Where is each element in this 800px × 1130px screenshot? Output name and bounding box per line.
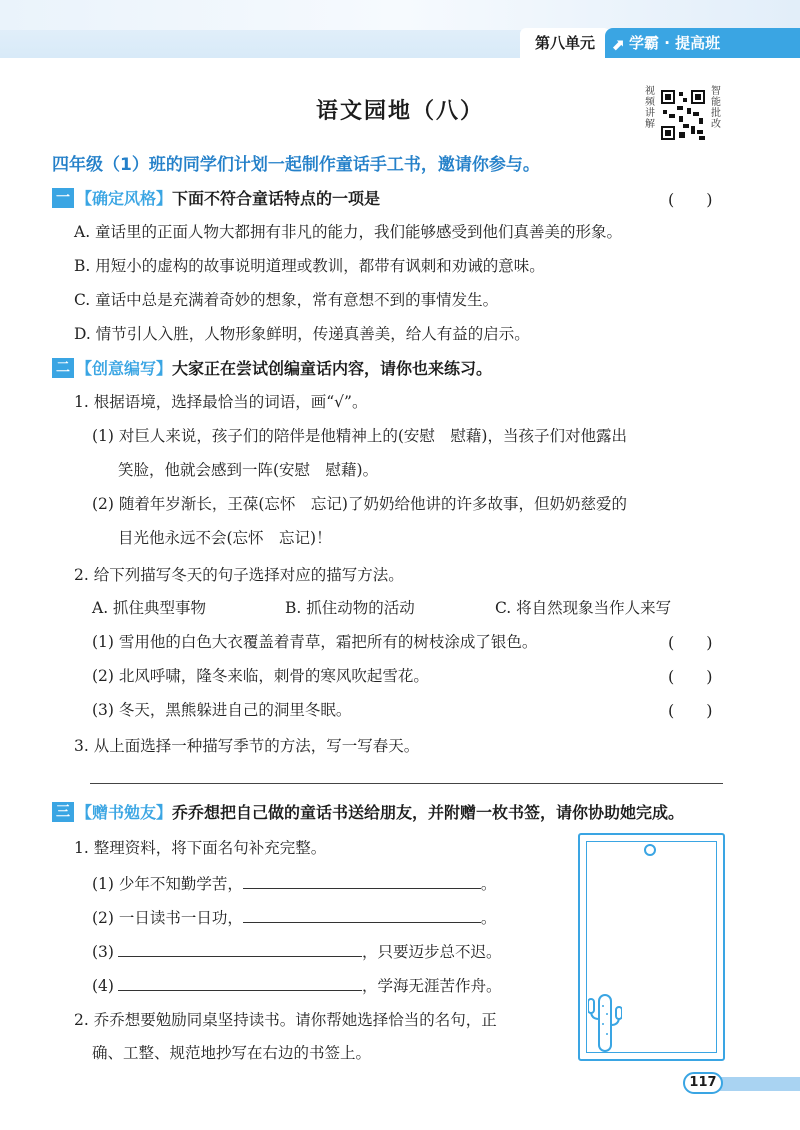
page-number: 117: [683, 1072, 723, 1094]
fill-blank-2[interactable]: [243, 907, 481, 923]
section3-text: 乔乔想把自己做的童话书送给朋友，并附赠一枚书签，请你协助她完成。: [172, 803, 685, 822]
section2-q2-item2-paren[interactable]: ( ): [668, 667, 713, 686]
intro-text: 四年级（1）班的同学们计划一起制作童话手工书，邀请你参与。: [52, 155, 540, 175]
section2-tag: 【创意编写】: [76, 359, 173, 378]
brand-text: 学霸 · 提高班: [629, 34, 721, 52]
section3-heading: [52, 800, 684, 823]
section3-q2a: 2. 乔乔想要勉励同桌坚持读书。请你帮她选择恰当的名句，正: [74, 1011, 497, 1029]
fill-item-1-period: 。: [480, 875, 497, 893]
bookmark-card[interactable]: [578, 833, 725, 1061]
qr-code-icon: [659, 88, 707, 142]
fill-item-1-text: (1) 少年不知勤学苦，: [92, 875, 243, 893]
section3-number: 三: [52, 802, 74, 822]
page-title: 语文园地（八）: [315, 99, 484, 124]
section1-answer-paren[interactable]: ( ): [668, 190, 713, 209]
section3-q1: 1. 整理资料，将下面名句补充完整。: [74, 839, 327, 857]
section2-q2-item3-paren[interactable]: ( ): [668, 701, 713, 720]
qr-right-label: 智能批改: [711, 86, 721, 130]
writing-line[interactable]: [90, 783, 723, 784]
fill-item-2-period: 。: [480, 909, 497, 927]
qr-code-block[interactable]: [643, 86, 723, 146]
method-b: B. 抓住动物的活动: [285, 599, 415, 617]
section1-tag: 【确定风格】: [76, 189, 173, 208]
fill-blank-1[interactable]: [243, 873, 481, 889]
section2-q1-2a[interactable]: (2) 随着年岁渐长，王葆(忘怀 忘记)了奶奶给他讲的许多故事，但奶奶慈爱的: [92, 495, 627, 513]
graduation-cap-icon: ⬈: [611, 35, 625, 54]
qr-left-label: 视频讲解: [645, 86, 655, 130]
section1-heading: [52, 186, 380, 209]
method-a: A. 抓住典型事物: [92, 599, 207, 617]
fill-blank-4[interactable]: [118, 975, 362, 991]
section2-q1-1a[interactable]: (1) 对巨人来说，孩子们的陪伴是他精神上的(安慰 慰藉)，当孩子们对他露出: [92, 427, 627, 445]
section2-q2-item1-paren[interactable]: ( ): [668, 633, 713, 652]
bookmark-hole-icon: [644, 844, 656, 856]
fill-item-3-text: ，只要迈步总不迟。: [361, 943, 502, 961]
section2-q1-2b[interactable]: 目光他永远不会(忘怀 忘记)！: [118, 529, 332, 547]
fill-item-1: [92, 872, 496, 894]
fill-item-3-num: (3): [92, 943, 114, 961]
page-number-strip: [715, 1077, 800, 1091]
section1-option-b: B. 用短小的虚构的故事说明道理或教训，都带有讽刺和劝诫的意味。: [74, 257, 545, 275]
section2-q2-item2: (2) 北风呼啸，隆冬来临，刺骨的寒风吹起雪花。: [92, 667, 429, 685]
fill-item-3: [92, 940, 501, 962]
section2-heading: [52, 356, 492, 379]
method-c: C. 将自然现象当作人来写: [495, 599, 672, 617]
fill-item-4-text: ，学海无涯苦作舟。: [361, 977, 502, 995]
section1-option-c: C. 童话中总是充满着奇妙的想象，常有意想不到的事情发生。: [74, 291, 499, 309]
section3-tag: 【赠书勉友】: [76, 803, 173, 822]
fill-item-4-num: (4): [92, 977, 114, 995]
fill-item-4: [92, 974, 501, 996]
section1-number: 一: [52, 188, 74, 208]
fill-item-2: [92, 906, 496, 928]
section2-q1: 1. 根据语境，选择最恰当的词语，画“√”。: [74, 393, 368, 411]
cactus-icon: [588, 985, 622, 1053]
section3-q2b: 确、工整、规范地抄写在右边的书签上。: [92, 1044, 372, 1062]
unit-label: 第八单元: [520, 28, 610, 58]
section2-q2-item3: (3) 冬天，黑熊躲进自己的洞里冬眠。: [92, 701, 352, 719]
fill-item-2-text: (2) 一日读书一日功，: [92, 909, 243, 927]
section1-option-a: A. 童话里的正面人物大都拥有非凡的能力，我们能够感受到他们真善美的形象。: [74, 223, 623, 241]
fill-blank-3[interactable]: [118, 941, 362, 957]
section1-option-d: D. 情节引人入胜，人物形象鲜明，传递真善美，给人有益的启示。: [74, 325, 530, 343]
section2-q1-1b[interactable]: 笑脸，他就会感到一阵(安慰 慰藉)。: [118, 461, 379, 479]
brand-label: [605, 28, 800, 58]
section2-q2: 2. 给下列描写冬天的句子选择对应的描写方法。: [74, 566, 404, 584]
section2-number: 二: [52, 358, 74, 378]
section2-text: 大家正在尝试创编童话内容，请你也来练习。: [172, 359, 493, 378]
section2-q3: 3. 从上面选择一种描写季节的方法，写一写春天。: [74, 737, 420, 755]
section1-text: 下面不符合童话特点的一项是: [172, 189, 381, 208]
section2-q2-item1: (1) 雪用他的白色大衣覆盖着青草，霜把所有的树枝涂成了银色。: [92, 633, 538, 651]
